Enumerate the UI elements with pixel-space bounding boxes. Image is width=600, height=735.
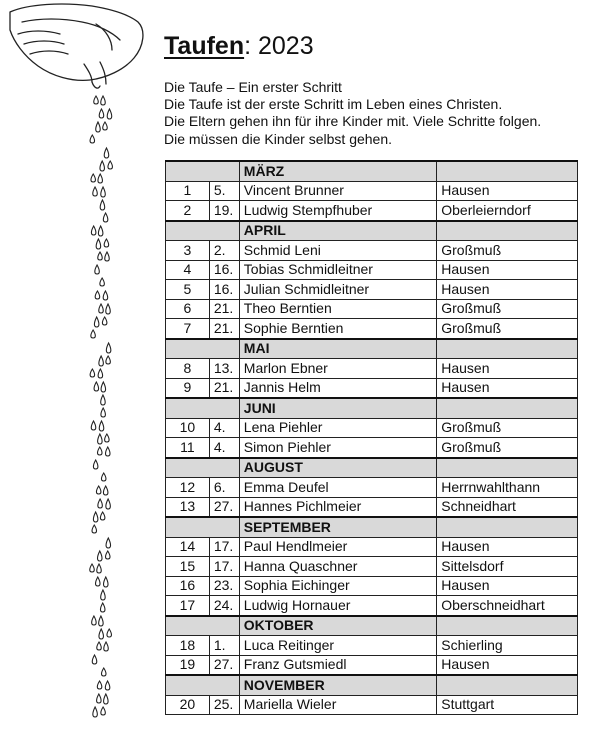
entry-place: Hausen — [437, 655, 578, 675]
cupped-hands-icon — [10, 4, 143, 88]
month-name: OKTOBER — [239, 616, 436, 636]
month-header-row — [166, 675, 578, 695]
month-header-row — [166, 339, 578, 359]
water-drop-icon — [106, 538, 111, 548]
water-drop-icon — [97, 694, 102, 703]
child-name: Franz Gutsmiedl — [239, 655, 436, 675]
water-drop-icon — [101, 395, 106, 405]
entry-number: 6 — [166, 299, 210, 319]
month-name: SEPTEMBER — [239, 517, 436, 537]
intro-text — [164, 79, 541, 148]
entry-day: 4. — [209, 418, 239, 438]
water-drop-icon — [99, 356, 104, 366]
entry-day: 5. — [209, 181, 239, 201]
entry-place: Hausen — [437, 181, 578, 201]
water-drop-icon — [97, 642, 102, 650]
entry-place: Herrnwahlthann — [437, 478, 578, 498]
month-header-blank — [166, 616, 240, 636]
entry-place: Hausen — [437, 537, 578, 557]
month-header-blank — [437, 221, 578, 241]
entry-number: 1 — [166, 181, 210, 201]
water-drop-icon — [106, 304, 111, 314]
entry-place: Hausen — [437, 280, 578, 300]
water-drop-icon — [106, 551, 111, 559]
entry-number: 5 — [166, 280, 210, 300]
entry-number: 2 — [166, 201, 210, 221]
water-drop-icon — [93, 460, 98, 469]
water-drop-icon — [103, 122, 108, 130]
water-drop-icon — [90, 369, 95, 377]
child-name: Ludwig Hornauer — [239, 596, 436, 616]
water-drop-icon — [93, 512, 98, 522]
table-row — [166, 636, 578, 656]
baptism-table — [165, 160, 578, 715]
child-name: Hanna Quaschner — [239, 557, 436, 577]
water-drop-icon — [101, 668, 106, 676]
table-row — [166, 260, 578, 280]
month-header-blank — [437, 616, 578, 636]
child-name: Theo Berntien — [239, 299, 436, 319]
water-drop-icon — [95, 265, 100, 274]
water-drop-icon — [98, 369, 103, 378]
entry-day: 17. — [209, 537, 239, 557]
water-drop-icon — [99, 304, 104, 313]
water-drop-icon — [92, 525, 97, 533]
water-drop-icon — [100, 512, 105, 520]
child-name: Julian Schmidleitner — [239, 280, 436, 300]
water-drop-icon — [92, 616, 97, 625]
water-drop-icon — [104, 694, 109, 704]
month-header-blank — [166, 458, 240, 478]
month-header-row — [166, 161, 578, 181]
water-drop-icon — [95, 291, 100, 299]
month-header-row — [166, 517, 578, 537]
table-row — [166, 576, 578, 596]
water-drop-icon — [93, 187, 98, 196]
month-header-blank — [437, 339, 578, 359]
entry-day: 19. — [209, 201, 239, 221]
water-drop-icon — [98, 434, 103, 444]
child-name: Hannes Pichlmeier — [239, 497, 436, 517]
entry-day: 16. — [209, 260, 239, 280]
water-drop-icon — [104, 642, 109, 651]
month-header-blank — [437, 675, 578, 695]
water-drop-icon — [98, 252, 103, 260]
water-drop-icon — [101, 590, 106, 600]
water-drop-icon — [94, 382, 99, 391]
water-drop-icon — [104, 239, 109, 247]
water-drop-icon — [105, 252, 110, 261]
child-name: Luca Reitinger — [239, 636, 436, 656]
intro-heading: Die Taufe – Ein erster Schritt — [164, 79, 342, 95]
table-row — [166, 557, 578, 577]
water-drop-icon — [105, 681, 110, 690]
water-drop-icon — [106, 356, 111, 364]
entry-place: Hausen — [437, 260, 578, 280]
month-header-blank — [437, 161, 578, 181]
water-drop-icon — [97, 681, 102, 689]
water-drop-icon — [92, 655, 97, 664]
entry-day: 21. — [209, 319, 239, 339]
child-name: Ludwig Stempfhuber — [239, 201, 436, 221]
entry-day: 25. — [209, 695, 239, 715]
water-drop-icon — [103, 291, 108, 300]
water-drop-icon — [99, 616, 104, 626]
water-drop-icon — [104, 577, 109, 587]
entry-day: 21. — [209, 299, 239, 319]
child-name: Emma Deufel — [239, 478, 436, 498]
table-row — [166, 418, 578, 438]
water-drop-icon — [98, 174, 103, 183]
water-drop-icon — [91, 226, 96, 235]
entry-number: 19 — [166, 655, 210, 675]
cupped-hands-illustration — [0, 0, 160, 735]
entry-number: 12 — [166, 478, 210, 498]
entry-place: Hausen — [437, 378, 578, 398]
month-header-blank — [437, 398, 578, 418]
water-drop-icon — [90, 564, 95, 572]
water-drop-icon — [91, 330, 96, 338]
month-header-row — [166, 221, 578, 241]
water-drop-icon — [101, 707, 106, 715]
entry-number: 9 — [166, 378, 210, 398]
child-name: Tobias Schmidleitner — [239, 260, 436, 280]
water-drop-icon — [101, 473, 106, 481]
entry-day: 13. — [209, 359, 239, 379]
title-main: Taufen — [164, 32, 245, 60]
month-header-row — [166, 458, 578, 478]
table-row — [166, 378, 578, 398]
month-name: APRIL — [239, 221, 436, 241]
entry-number: 8 — [166, 359, 210, 379]
entry-number: 11 — [166, 438, 210, 458]
child-name: Vincent Brunner — [239, 181, 436, 201]
entry-number: 15 — [166, 557, 210, 577]
month-name: NOVEMBER — [239, 675, 436, 695]
entry-number: 20 — [166, 695, 210, 715]
water-drop-icon — [101, 382, 106, 392]
water-drop-icon — [99, 421, 104, 431]
water-drop-icon — [99, 629, 104, 639]
entry-day: 17. — [209, 557, 239, 577]
entry-day: 24. — [209, 596, 239, 616]
water-drop-icon — [103, 486, 108, 495]
entry-day: 2. — [209, 241, 239, 261]
water-drop-icon — [106, 499, 111, 509]
month-header-blank — [166, 339, 240, 359]
table-row — [166, 299, 578, 319]
table-row — [166, 537, 578, 557]
month-header-row — [166, 398, 578, 418]
month-header-blank — [166, 221, 240, 241]
water-drop-icon — [106, 343, 111, 353]
entry-place: Schierling — [437, 636, 578, 656]
water-drops — [90, 96, 113, 717]
entry-day: 23. — [209, 576, 239, 596]
water-drop-icon — [104, 148, 109, 158]
water-drop-icon — [93, 707, 98, 717]
water-drop-icon — [106, 447, 111, 456]
water-drop-icon — [101, 187, 106, 197]
month-header-blank — [166, 161, 240, 181]
water-drop-icon — [98, 551, 103, 561]
entry-place: Schneidhart — [437, 497, 578, 517]
water-drop-icon — [102, 317, 107, 325]
title-year: : 2023 — [244, 32, 314, 60]
entry-day: 1. — [209, 636, 239, 656]
water-drop-icon — [100, 278, 105, 286]
water-drop-icon — [96, 239, 101, 249]
water-drop-icon — [101, 408, 106, 417]
intro-line: Die müssen die Kinder selbst gehen. — [164, 130, 393, 147]
table-row — [166, 438, 578, 458]
month-header-blank — [437, 458, 578, 478]
entry-number: 7 — [166, 319, 210, 339]
water-drop-icon — [108, 161, 113, 169]
entry-number: 13 — [166, 497, 210, 517]
month-name: MÄRZ — [239, 161, 436, 181]
child-name: Paul Hendlmeier — [239, 537, 436, 557]
entry-day: 27. — [209, 655, 239, 675]
month-header-blank — [166, 517, 240, 537]
water-drop-icon — [90, 135, 95, 143]
entry-number: 10 — [166, 418, 210, 438]
entry-place: Oberschneidhart — [437, 596, 578, 616]
entry-place: Hausen — [437, 576, 578, 596]
water-drop-icon — [98, 226, 103, 236]
entry-place: Großmuß — [437, 319, 578, 339]
month-header-blank — [166, 398, 240, 418]
child-name: Simon Piehler — [239, 438, 436, 458]
table-row — [166, 319, 578, 339]
entry-day: 21. — [209, 378, 239, 398]
water-drop-icon — [100, 603, 105, 612]
month-name: AUGUST — [239, 458, 436, 478]
water-drop-icon — [98, 499, 103, 508]
water-drop-icon — [97, 564, 102, 573]
table-row — [166, 478, 578, 498]
entry-place: Hausen — [437, 359, 578, 379]
table-row — [166, 241, 578, 261]
water-drop-icon — [105, 434, 110, 442]
water-drop-icon — [103, 213, 108, 222]
entry-place: Großmuß — [437, 438, 578, 458]
water-drop-icon — [96, 486, 101, 494]
water-drop-icon — [94, 96, 99, 104]
water-drop-icon — [101, 96, 106, 105]
entry-number: 14 — [166, 537, 210, 557]
water-drop-icon — [99, 109, 104, 118]
table-row — [166, 596, 578, 616]
water-drop-icon — [107, 109, 112, 119]
table-row — [166, 280, 578, 300]
water-drop-icon — [107, 629, 112, 637]
entry-number: 4 — [166, 260, 210, 280]
entry-number: 17 — [166, 596, 210, 616]
entry-place: Oberleierndorf — [437, 201, 578, 221]
child-name: Lena Piehler — [239, 418, 436, 438]
table-row — [166, 497, 578, 517]
water-drop-icon — [94, 317, 99, 327]
entry-place: Stuttgart — [437, 695, 578, 715]
water-drop-icon — [91, 174, 96, 182]
entry-day: 16. — [209, 280, 239, 300]
month-header-row — [166, 616, 578, 636]
table-row — [166, 695, 578, 715]
month-header-blank — [437, 517, 578, 537]
entry-place: Großmuß — [437, 299, 578, 319]
month-name: MAI — [239, 339, 436, 359]
child-name: Jannis Helm — [239, 378, 436, 398]
child-name: Marlon Ebner — [239, 359, 436, 379]
water-drop-icon — [100, 161, 105, 171]
month-header-blank — [166, 675, 240, 695]
table-row — [166, 181, 578, 201]
table-row — [166, 359, 578, 379]
water-drop-icon — [100, 200, 105, 210]
child-name: Sophia Eichinger — [239, 576, 436, 596]
water-drop-icon — [98, 447, 103, 455]
intro-line: Die Taufe ist der erste Schritt im Leben eines Christen. — [164, 96, 503, 113]
child-name: Sophie Berntien — [239, 319, 436, 339]
entry-number: 16 — [166, 576, 210, 596]
page-title — [164, 30, 314, 62]
month-name: JUNI — [239, 398, 436, 418]
table-row — [166, 655, 578, 675]
child-name: Schmid Leni — [239, 241, 436, 261]
child-name: Mariella Wieler — [239, 695, 436, 715]
entry-place: Großmuß — [437, 418, 578, 438]
entry-number: 18 — [166, 636, 210, 656]
water-drop-icon — [96, 577, 101, 586]
table-row — [166, 201, 578, 221]
entry-place: Sittelsdorf — [437, 557, 578, 577]
intro-line: Die Eltern gehen ihn für ihre Kinder mit. Viele Schritte folgen. — [164, 113, 542, 130]
entry-day: 4. — [209, 438, 239, 458]
water-drop-icon — [96, 122, 101, 132]
water-drop-icon — [91, 421, 96, 430]
entry-day: 27. — [209, 497, 239, 517]
entry-place: Großmuß — [437, 241, 578, 261]
entry-day: 6. — [209, 478, 239, 498]
entry-number: 3 — [166, 241, 210, 261]
